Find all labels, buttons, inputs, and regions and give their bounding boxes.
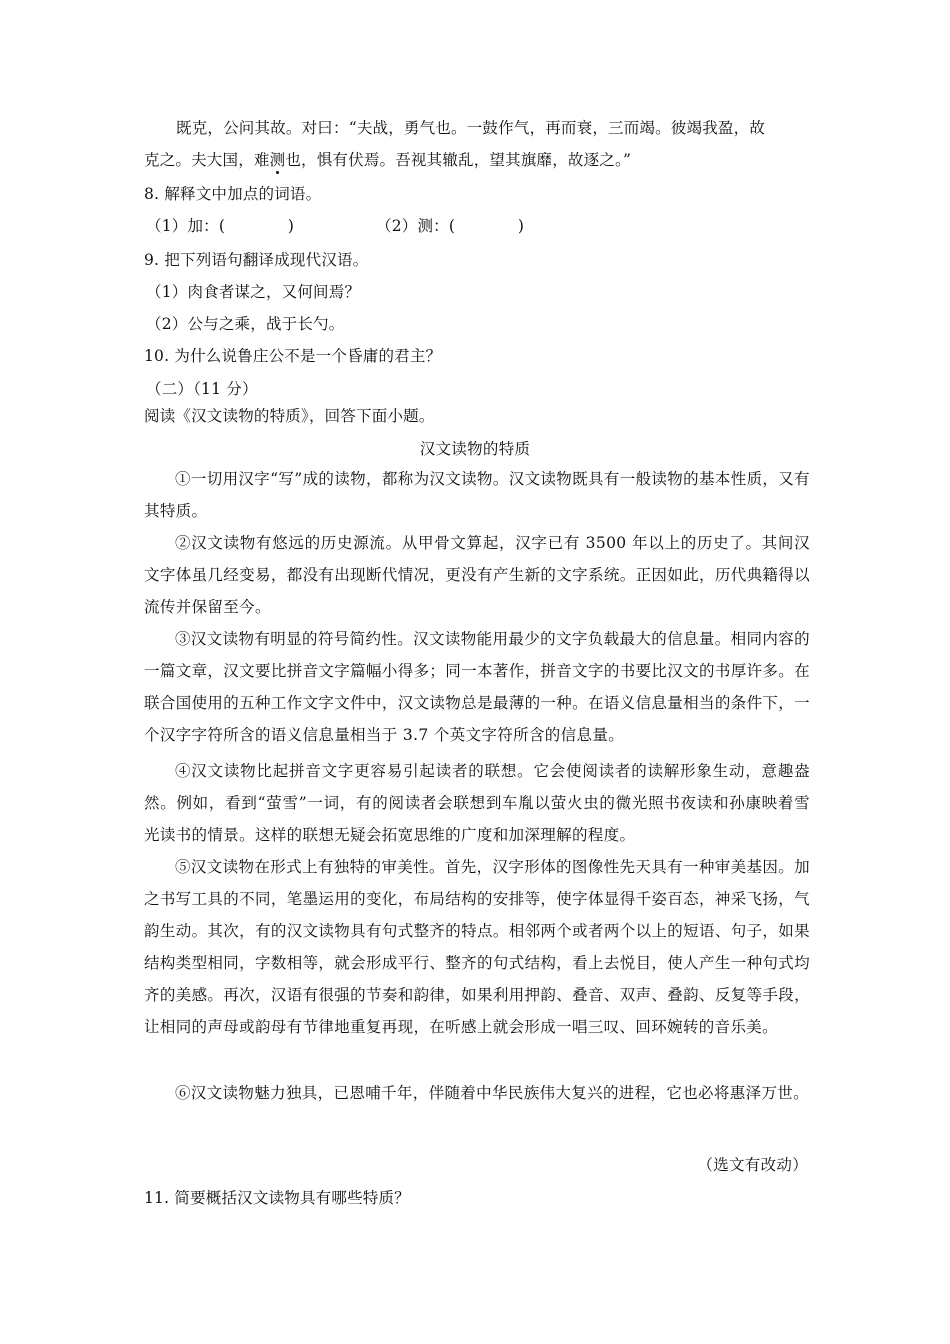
article-paragraph-6: ⑥汉文读物魅力独具，已恩哺千年，伴随着中华民族伟大复兴的进程，它也必将惠泽万世。: [175, 1084, 810, 1102]
section-2-header: （二）（11 分）: [146, 380, 258, 398]
passage-line-1: 既克，公问其故。对曰：“夫战，勇气也。一鼓作气，再而衰，三而竭。彼竭我盈，故: [176, 119, 766, 137]
passage-line-2-text: 克之。夫大国，难测也，惧有伏焉。吾视其辙乱，望其旗靡，故逐之。”: [144, 151, 632, 169]
article-paragraph-1: ①一切用汉字“写”成的读物，都称为汉文读物。汉文读物既具有一般读物的基本性质，又有其特质。: [144, 470, 810, 520]
article-title: 汉文读物的特质: [419, 440, 531, 458]
question-9-item-1: （1）肉食者谋之，又何间焉？: [146, 283, 361, 301]
section-2-instruction: 阅读《汉文读物的特质》，回答下面小题。: [144, 407, 435, 425]
question-9-stem: 9. 把下列语句翻译成现代汉语。: [144, 251, 369, 269]
question-8-item-1: （1）加：( ): [146, 217, 295, 235]
article-paragraph-3: ③汉文读物有明显的符号简约性。汉文读物能用最少的文字负载最大的信息量。相同内容的一篇文章，汉文要比拼音文字篇幅小得多；同一本著作，拼音文字的书要比汉文的书厚许多。在联合国使用的五种工作文字文件中，汉文读物总是最薄的一种。在语义信息量相当的条件下，一个汉字字符所含的语义信息量相当于 3.7 个英文字符所含的信息量。: [144, 630, 810, 744]
article-paragraph-2: ②汉文读物有悠远的历史源流。从甲骨文算起，汉字已有 3500 年以上的历史了。其间汉文字体虽几经变易，都没有出现断代情况，更没有产生新的文字系统。正因如此，历代典籍得以流传并保留至今。: [144, 534, 810, 616]
article-paragraph-5: ⑤汉文读物在形式上有独特的审美性。首先，汉字形体的图像性先天具有一种审美基因。加之书写工具的不同，笔墨运用的变化，布局结构的安排等，使字体显得千姿百态，神采飞扬，气韵生动。其次，有的汉文读物具有句式整齐的特点。相邻两个或者两个以上的短语、句子，如果结构类型相同，字数相等，就会形成平行、整齐的句式结构，看上去悦目，使人产生一种句式均齐的美感。再次，汉语有很强的节奏和韵律，如果利用押韵、叠音、双声、叠韵、反复等手段，让相同的声母或韵母有节律地重复再现，在听感上就会形成一唱三叹、回环婉转的音乐美。: [144, 858, 810, 1036]
question-11-stem: 11. 简要概括汉文读物具有哪些特质？: [144, 1189, 410, 1207]
question-8-item-2: （2）测：( ): [376, 217, 525, 235]
source-note: （选文有改动）: [697, 1156, 808, 1174]
emphasis-dot-char: 测: [269, 151, 286, 169]
passage-line-2: [144, 148, 631, 170]
question-10-stem: 10. 为什么说鲁庄公不是一个昏庸的君主？: [144, 347, 442, 365]
question-8-stem: 8. 解释文中加点的词语。: [144, 185, 322, 203]
article-paragraph-4: ④汉文读物比起拼音文字更容易引起读者的联想。它会使阅读者的读解形象生动，意趣盎然。例如，看到“萤雪”一词，有的阅读者会联想到车胤以萤火虫的微光照书夜读和孙康映着雪光读书的情景。这样的联想无疑会拓宽思维的广度和加深理解的程度。: [144, 762, 810, 844]
question-9-item-2: （2）公与之乘，战于长勺。: [146, 315, 345, 333]
